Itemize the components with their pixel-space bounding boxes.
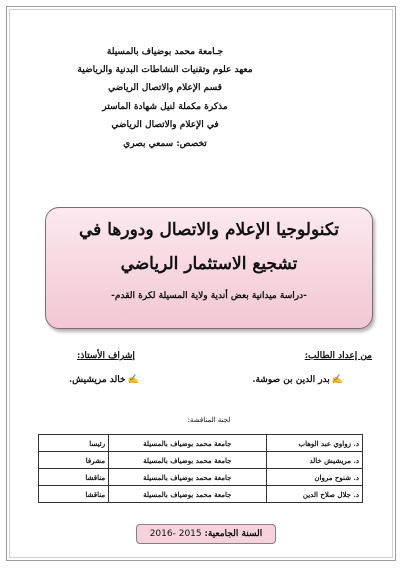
academic-year-value: 2015 -2016 — [149, 529, 202, 539]
student-name: بدر الدين بن صوشة. — [252, 375, 330, 385]
supervisor-label: إشراف الأستاذ: — [77, 351, 135, 361]
student-label: من إعداد الطالب: — [304, 351, 372, 361]
committee-member-university: جامعة محمد بوضياف بالمسيلة — [109, 452, 266, 469]
committee-member-name: د. مريشيش خالد — [266, 452, 362, 469]
academic-year-label: السنة الجامعية: — [204, 529, 263, 539]
document-page — [6, 6, 396, 561]
student-name-row — [252, 375, 343, 385]
institution-header — [35, 43, 295, 153]
committee-member-name: د. زواوي عبد الوهاب — [266, 435, 362, 452]
department-name: قسم الإعلام والاتصال الرياضي — [108, 83, 222, 94]
committee-member-name: د. جلال صلاح الدين — [266, 486, 362, 503]
thesis-title-line-1: تكنولوجيا الإعلام والاتصال ودورها في — [79, 220, 339, 240]
committee-title: لجنة المناقشة: — [187, 416, 231, 424]
table-row — [39, 452, 363, 469]
pen-icon: ✍ — [127, 375, 139, 385]
academic-year-box — [136, 524, 276, 544]
supervisor-name-row — [69, 375, 139, 385]
table-row — [39, 435, 363, 452]
committee-member-role: مناقشا — [39, 486, 109, 503]
institute-name: معهد علوم وتقنيات النشاطات البدنية والرياضية — [77, 65, 253, 76]
pen-icon: ✍ — [331, 375, 343, 385]
table-row — [39, 486, 363, 503]
specialty: تخصص: سمعي بصري — [123, 139, 207, 150]
committee-member-university: جامعة محمد بوضياف بالمسيلة — [109, 469, 266, 486]
committee-member-name: د. شنوح مروان — [266, 469, 362, 486]
thesis-title-box — [45, 207, 373, 329]
supervisor-name: خالد مريشيش. — [69, 375, 126, 385]
thesis-subtitle: -دراسة ميدانية بعض أندية ولاية المسيلة لكرة القدم- — [111, 291, 307, 301]
committee-member-university: جامعة محمد بوضياف بالمسيلة — [109, 435, 266, 452]
university-name: جـامعة محمد بوضياف بالمسيلة — [106, 47, 224, 57]
committee-table — [38, 434, 363, 503]
thesis-type: مذكرة مكملة لنيل شهادة الماستر — [102, 101, 228, 112]
committee-member-role: مناقشا — [39, 469, 109, 486]
field-of-study: في الإعلام والاتصال الرياضي — [111, 119, 219, 130]
committee-member-role: رئيسا — [39, 435, 109, 452]
committee-member-role: مشرفا — [39, 452, 109, 469]
committee-member-university: جامعة محمد بوضياف بالمسيلة — [109, 486, 266, 503]
thesis-title-line-2: تشجيع الاستثمار الرياضي — [120, 254, 298, 274]
table-row — [39, 469, 363, 486]
